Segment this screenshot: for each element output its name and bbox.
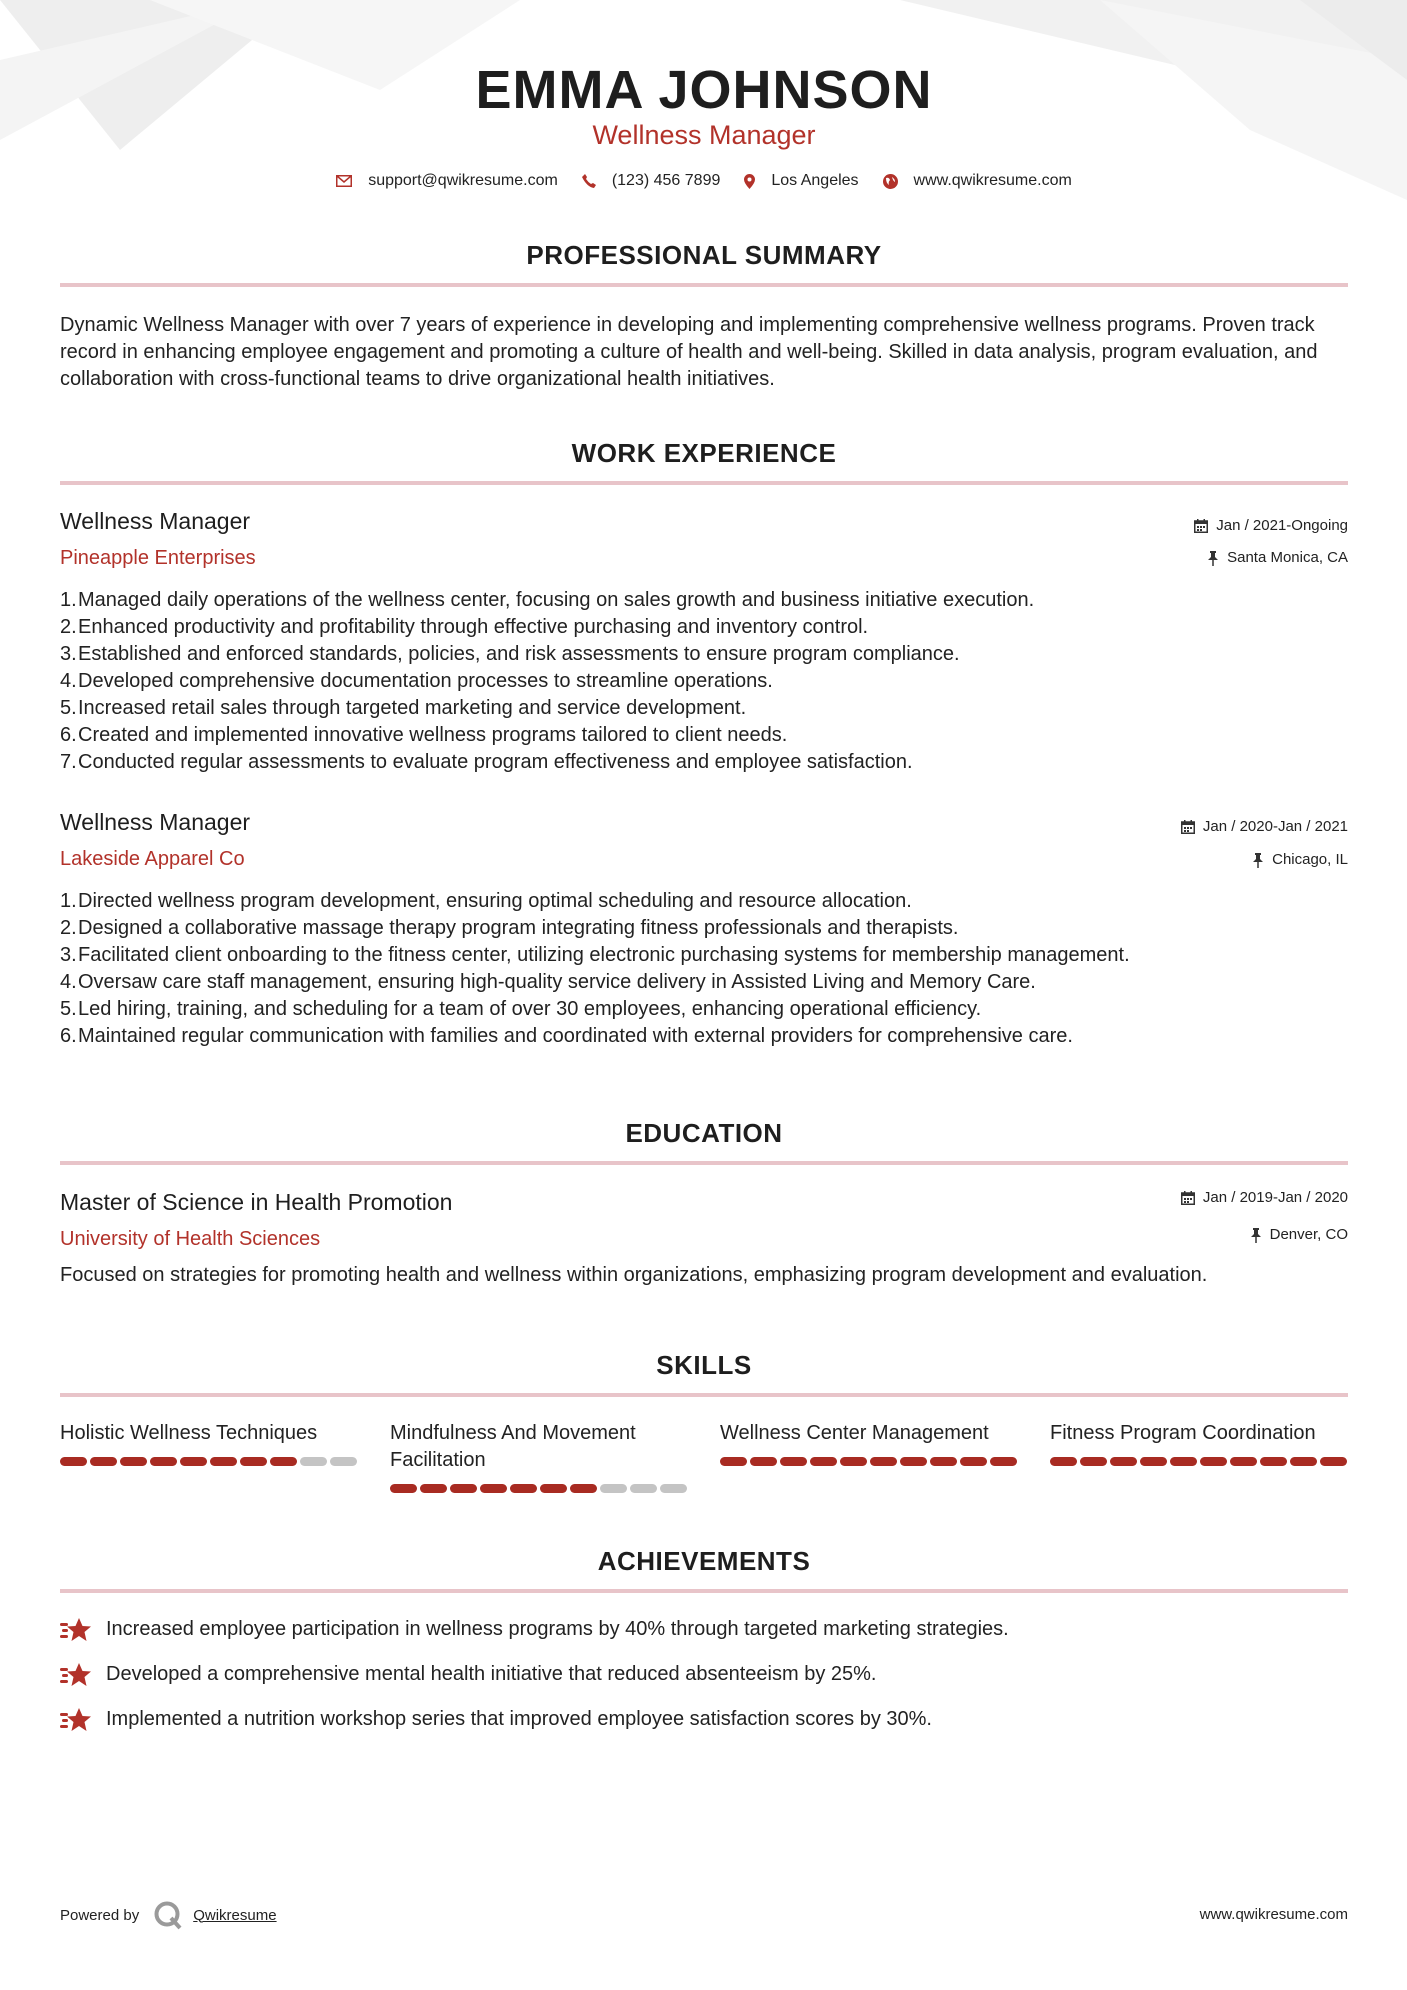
skill-rating bbox=[60, 1457, 360, 1466]
summary-divider bbox=[60, 283, 1348, 287]
skill-dot-filled bbox=[900, 1457, 927, 1466]
job-duties bbox=[60, 587, 1348, 776]
duty-item: 5. Led hiring, training, and scheduling for a team of over 30 employees, enhancing operational efficiency. bbox=[60, 998, 982, 1020]
skill-dot-filled bbox=[150, 1457, 177, 1466]
email-text: support@qwikresume.com bbox=[368, 172, 558, 189]
skill-dot-filled bbox=[450, 1484, 477, 1493]
contact-website[interactable] bbox=[883, 172, 1072, 190]
duty-item: 4. Developed comprehensive documentation processes to streamline operations. bbox=[60, 670, 773, 692]
location-text: Los Angeles bbox=[771, 172, 859, 189]
skill-rating bbox=[720, 1457, 1020, 1466]
skill-dot-filled bbox=[60, 1457, 87, 1466]
job-company: Pineapple Enterprises bbox=[60, 547, 256, 569]
duty-item: 3. Established and enforced standards, policies, and risk assessments to ensure program compliance. bbox=[60, 643, 960, 665]
summary-text: Dynamic Wellness Manager with over 7 years of experience in developing and implementing comprehensive wellness programs. Proven track record in enhancing employee engagement and promoting a culture of health and well-being. Skilled in data analysis, program evaluation, and collaboration with cross-functional teams to drive organizational health initiatives. bbox=[60, 314, 1318, 390]
website-text: www.qwikresume.com bbox=[913, 172, 1072, 189]
job-title: Wellness Manager bbox=[60, 508, 251, 534]
achievement-text: Developed a comprehensive mental health initiative that reduced absenteeism by 25%. bbox=[106, 1663, 877, 1685]
skill-dot-filled bbox=[480, 1484, 507, 1493]
skill-dot-filled bbox=[120, 1457, 147, 1466]
skill-dot-filled bbox=[840, 1457, 867, 1466]
skill-item bbox=[390, 1420, 690, 1493]
contact-email[interactable] bbox=[336, 172, 558, 190]
pushpin-icon bbox=[1250, 1228, 1262, 1243]
skill-name: Mindfulness And Movement Facilitation bbox=[390, 1422, 636, 1471]
phone-icon bbox=[582, 174, 596, 188]
calendar-icon bbox=[1181, 1191, 1195, 1205]
skill-dot-empty bbox=[660, 1484, 687, 1493]
skill-dot-filled bbox=[1050, 1457, 1077, 1466]
map-pin-icon bbox=[744, 174, 755, 189]
pushpin-icon bbox=[1207, 551, 1219, 566]
star-award-icon bbox=[60, 1707, 92, 1733]
skill-item bbox=[60, 1420, 360, 1466]
duty-item: 2. Enhanced productivity and profitability through effective purchasing and inventory control. bbox=[60, 616, 869, 638]
achievement-text: Increased employee participation in wellness programs by 40% through targeted marketing strategies. bbox=[106, 1618, 1009, 1640]
phone-text: (123) 456 7899 bbox=[611, 172, 721, 189]
skill-dot-filled bbox=[1140, 1457, 1167, 1466]
skill-dot-empty bbox=[330, 1457, 357, 1466]
candidate-name: EMMA JOHNSON bbox=[475, 60, 933, 120]
contact-bar bbox=[60, 172, 1348, 190]
skill-dot-filled bbox=[270, 1457, 297, 1466]
pushpin-icon bbox=[1252, 853, 1264, 868]
achievement-item bbox=[60, 1706, 1348, 1733]
skill-dot-filled bbox=[240, 1457, 267, 1466]
job-dates-text: Jan / 2021-Ongoing bbox=[1216, 517, 1348, 534]
job-location bbox=[1252, 850, 1348, 870]
education-divider bbox=[60, 1161, 1348, 1165]
skill-dot-filled bbox=[420, 1484, 447, 1493]
job-dates bbox=[1194, 516, 1348, 536]
skill-dot-filled bbox=[540, 1484, 567, 1493]
skill-dot-filled bbox=[1200, 1457, 1227, 1466]
job-location-text: Chicago, IL bbox=[1272, 851, 1348, 868]
summary-heading: PROFESSIONAL SUMMARY bbox=[526, 240, 882, 270]
job-title: Wellness Manager bbox=[60, 809, 251, 835]
star-award-icon bbox=[60, 1662, 92, 1688]
skill-dot-filled bbox=[720, 1457, 747, 1466]
education-location bbox=[1250, 1225, 1348, 1245]
skill-dot-filled bbox=[390, 1484, 417, 1493]
duty-item: 2. Designed a collaborative massage therapy program integrating fitness professionals and therapists. bbox=[60, 917, 959, 939]
star-award-icon bbox=[60, 1617, 92, 1643]
candidate-role: Wellness Manager bbox=[592, 120, 816, 150]
footer-powered-by bbox=[60, 1900, 277, 1930]
skill-dot-empty bbox=[300, 1457, 327, 1466]
calendar-icon bbox=[1181, 820, 1195, 834]
skill-name: Fitness Program Coordination bbox=[1050, 1422, 1316, 1444]
contact-location bbox=[744, 172, 858, 190]
experience-divider bbox=[60, 481, 1348, 485]
duty-item: 3. Facilitated client onboarding to the fitness center, utilizing electronic purchasing systems for membership management. bbox=[60, 944, 1130, 966]
skills-divider bbox=[60, 1393, 1348, 1397]
job-dates bbox=[1181, 817, 1348, 837]
envelope-icon bbox=[336, 175, 352, 187]
education-dates bbox=[1181, 1188, 1348, 1208]
skill-dot-filled bbox=[180, 1457, 207, 1466]
job-dates-text: Jan / 2020-Jan / 2021 bbox=[1202, 818, 1348, 835]
skill-name: Wellness Center Management bbox=[720, 1422, 989, 1444]
skill-dot-filled bbox=[1230, 1457, 1257, 1466]
skill-dot-filled bbox=[990, 1457, 1017, 1466]
powered-by-label: Powered by bbox=[60, 1906, 140, 1924]
footer-website[interactable]: www.qwikresume.com bbox=[1199, 1906, 1348, 1923]
skill-item bbox=[1050, 1420, 1350, 1466]
skill-dot-filled bbox=[750, 1457, 777, 1466]
achievement-item bbox=[60, 1661, 1348, 1688]
achievement-text: Implemented a nutrition workshop series that improved employee satisfaction scores by 30%. bbox=[106, 1708, 932, 1730]
achievements-heading: ACHIEVEMENTS bbox=[597, 1546, 811, 1576]
duty-item: 6. Maintained regular communication with families and coordinated with external providers for comprehensive care. bbox=[60, 1025, 1073, 1047]
contact-phone[interactable] bbox=[582, 172, 721, 190]
skill-dot-filled bbox=[1110, 1457, 1137, 1466]
qwikresume-logo-icon bbox=[153, 1900, 183, 1930]
skill-dot-filled bbox=[210, 1457, 237, 1466]
skill-dot-filled bbox=[930, 1457, 957, 1466]
skill-name: Holistic Wellness Techniques bbox=[60, 1422, 318, 1444]
duty-item: 5. Increased retail sales through targeted marketing and service development. bbox=[60, 697, 747, 719]
skill-dot-filled bbox=[960, 1457, 987, 1466]
skill-dot-filled bbox=[810, 1457, 837, 1466]
skill-item bbox=[720, 1420, 1020, 1466]
calendar-icon bbox=[1194, 519, 1208, 533]
skill-dot-filled bbox=[510, 1484, 537, 1493]
duty-item: 7. Conducted regular assessments to evaluate program effectiveness and employee satisfaction. bbox=[60, 751, 913, 773]
duty-item: 1. Managed daily operations of the wellness center, focusing on sales growth and business initiative execution. bbox=[60, 589, 1035, 611]
degree-title: Master of Science in Health Promotion bbox=[60, 1189, 453, 1215]
achievement-item bbox=[60, 1616, 1348, 1643]
skill-dot-filled bbox=[1080, 1457, 1107, 1466]
education-description: Focused on strategies for promoting health and wellness within organizations, emphasizing program development and evaluation. bbox=[60, 1264, 1208, 1286]
education-dates-text: Jan / 2019-Jan / 2020 bbox=[1202, 1189, 1348, 1206]
skill-rating bbox=[1050, 1457, 1350, 1466]
duty-item: 1. Directed wellness program development, ensuring optimal scheduling and resource allocation. bbox=[60, 890, 912, 912]
skill-dot-empty bbox=[600, 1484, 627, 1493]
experience-heading: WORK EXPERIENCE bbox=[571, 438, 837, 468]
skill-dot-filled bbox=[570, 1484, 597, 1493]
skill-dot-filled bbox=[870, 1457, 897, 1466]
globe-icon bbox=[883, 174, 898, 189]
skills-heading: SKILLS bbox=[656, 1350, 752, 1380]
skill-dot-filled bbox=[1320, 1457, 1347, 1466]
job-location-text: Santa Monica, CA bbox=[1227, 549, 1348, 566]
job-duties bbox=[60, 888, 1348, 1050]
skill-dot-filled bbox=[90, 1457, 117, 1466]
skill-dot-empty bbox=[630, 1484, 657, 1493]
duty-item: 6. Created and implemented innovative wellness programs tailored to client needs. bbox=[60, 724, 788, 746]
skill-rating bbox=[390, 1484, 690, 1493]
skill-dot-filled bbox=[1260, 1457, 1287, 1466]
school-name: University of Health Sciences bbox=[60, 1228, 321, 1250]
education-heading: EDUCATION bbox=[625, 1118, 783, 1148]
duty-item: 4. Oversaw care staff management, ensuring high-quality service delivery in Assisted Living and Memory Care. bbox=[60, 971, 1036, 993]
qwikresume-link[interactable]: Qwikresume bbox=[193, 1906, 277, 1924]
skill-dot-filled bbox=[780, 1457, 807, 1466]
education-location-text: Denver, CO bbox=[1269, 1226, 1348, 1243]
skill-dot-filled bbox=[1170, 1457, 1197, 1466]
skill-dot-filled bbox=[1290, 1457, 1317, 1466]
job-location bbox=[1207, 548, 1348, 568]
achievements-divider bbox=[60, 1589, 1348, 1593]
job-company: Lakeside Apparel Co bbox=[60, 848, 245, 870]
